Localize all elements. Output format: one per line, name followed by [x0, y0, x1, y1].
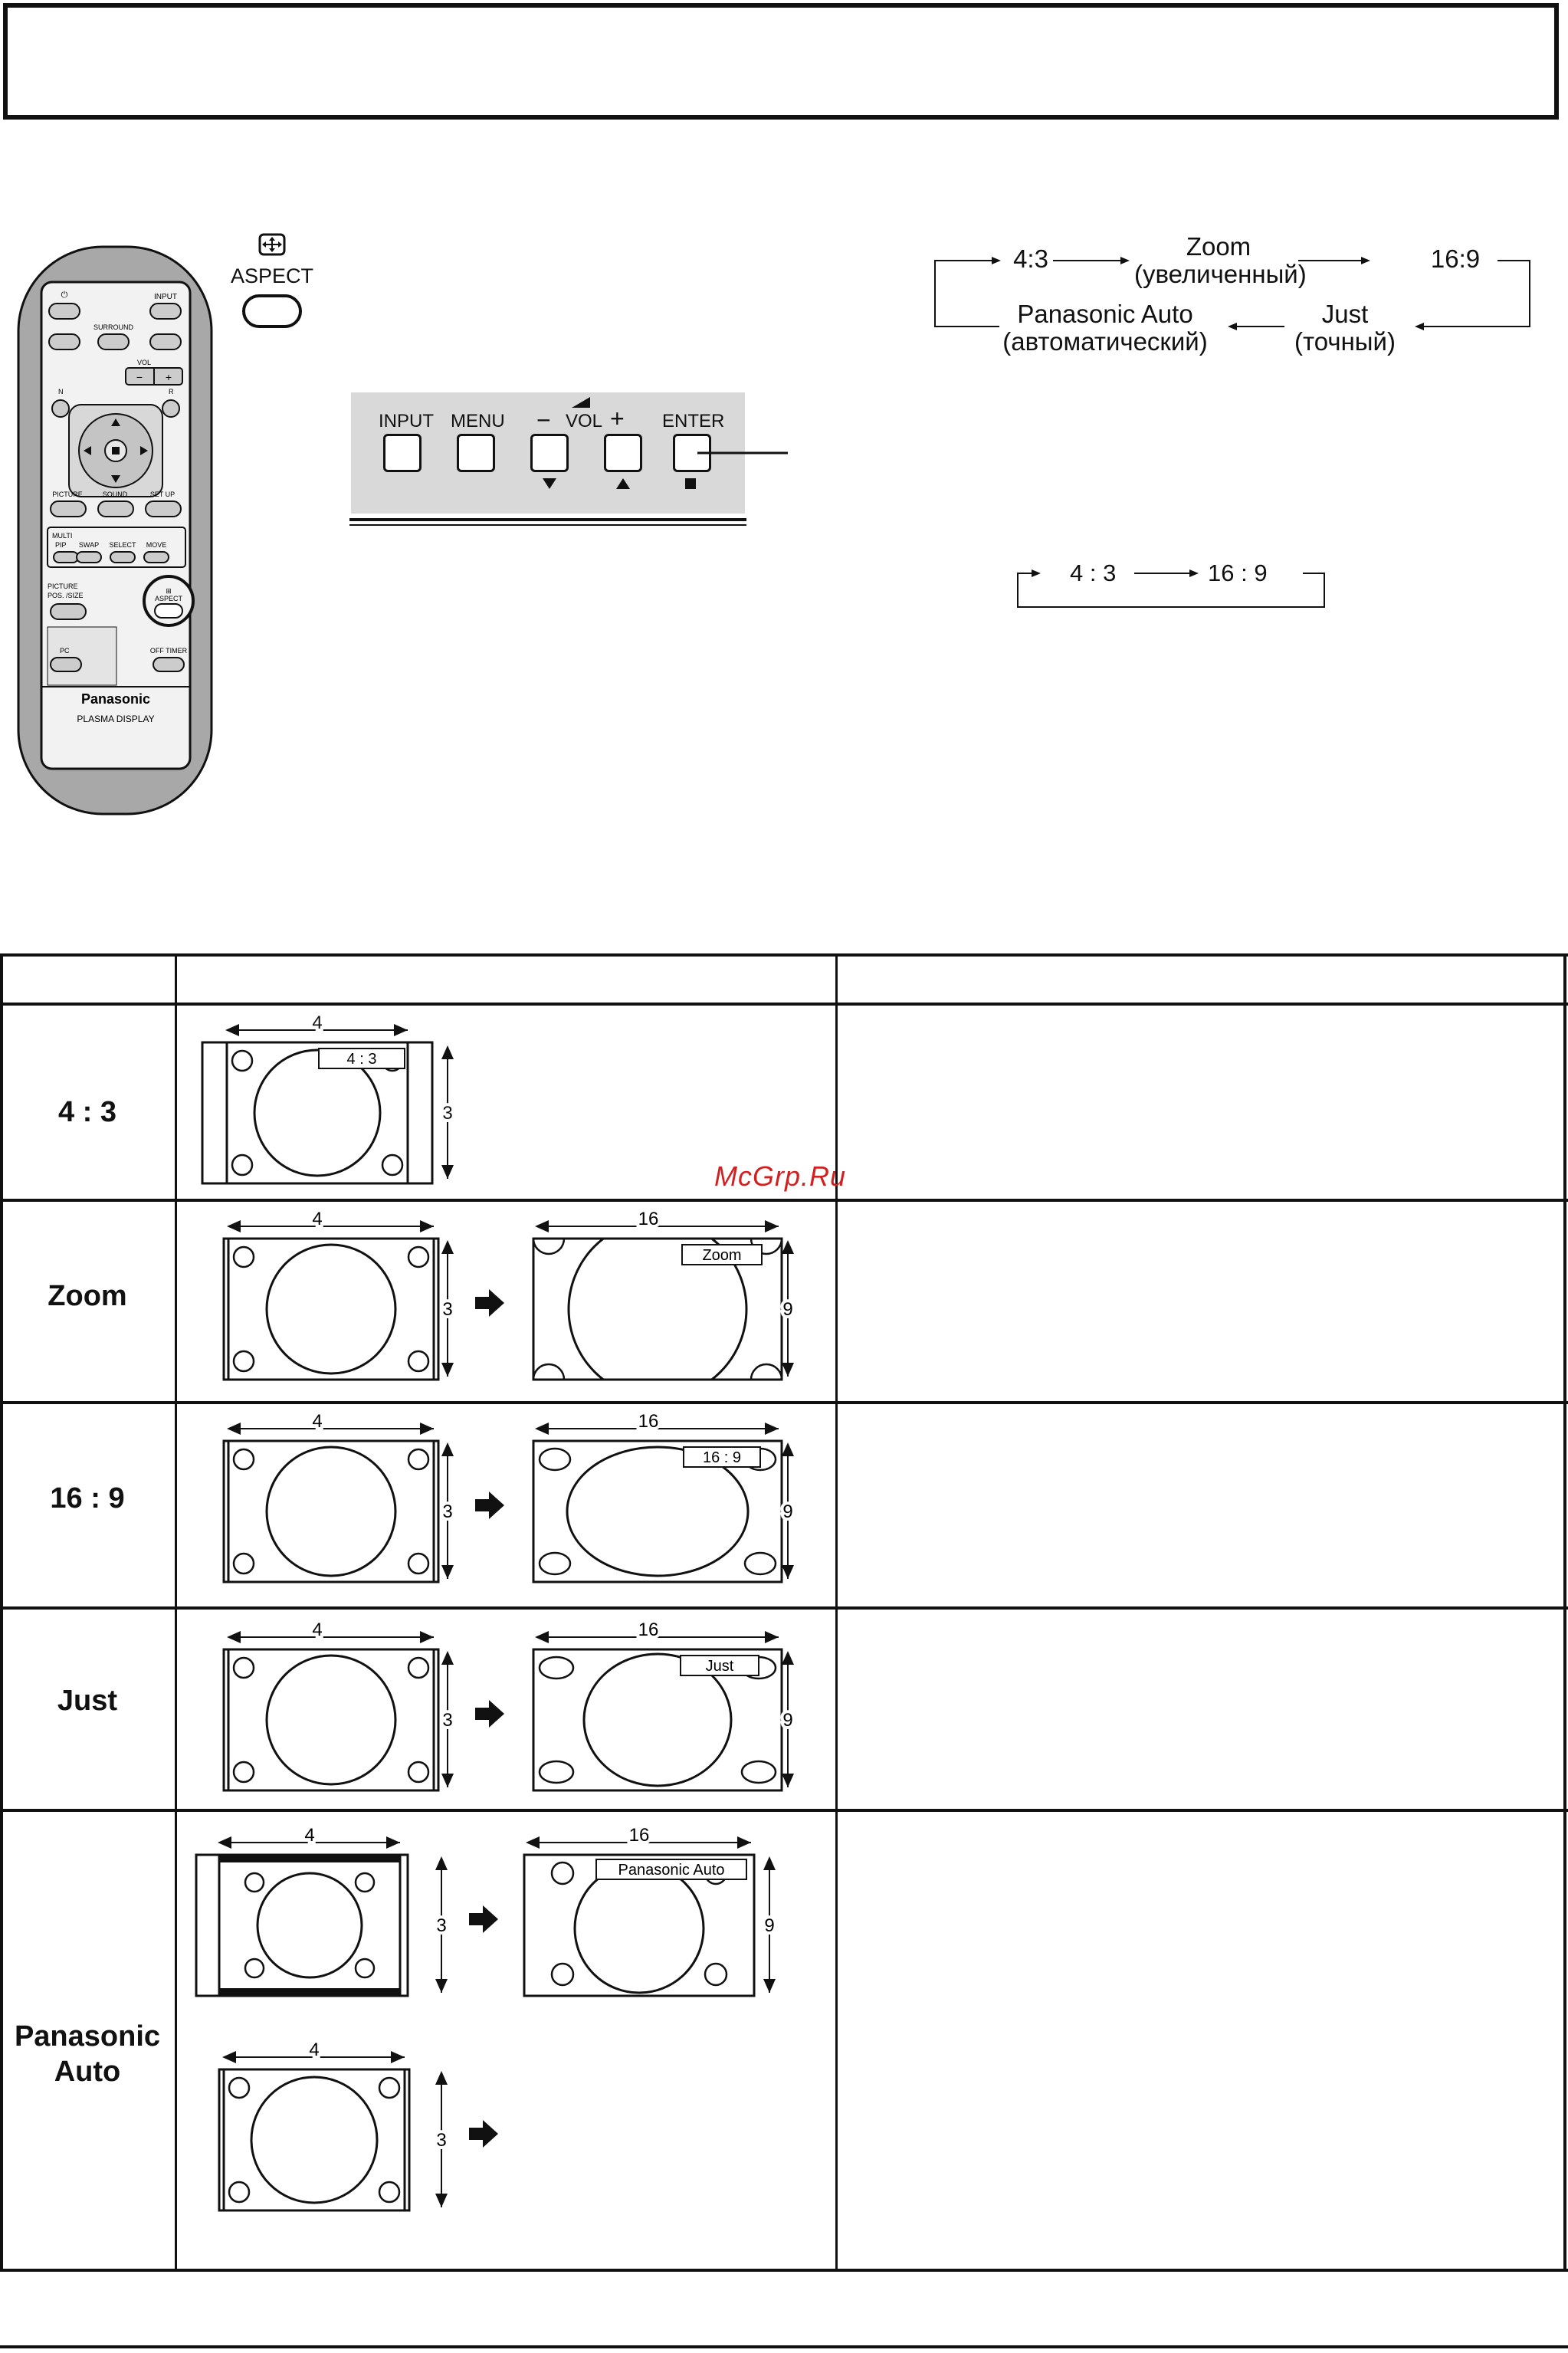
flow-panasonic-auto-ru: (автоматический) — [1002, 327, 1208, 356]
svg-text:Just: Just — [705, 1658, 734, 1675]
svg-text:PICTURE: PICTURE — [48, 583, 78, 590]
table-header-border — [0, 1003, 1568, 1006]
watermark: McGrp.Ru — [714, 1160, 847, 1192]
svg-text:9: 9 — [782, 1501, 793, 1522]
flow-zoom — [1134, 232, 1307, 288]
panel-edge-line — [349, 524, 746, 526]
panel-vol-up-button[interactable] — [604, 434, 642, 472]
remote-swap-label: SWAP — [78, 541, 100, 549]
svg-text:+: + — [165, 371, 172, 383]
screen-zoom-source — [224, 1209, 504, 1380]
screen-43-normal — [202, 1012, 453, 1183]
remote-vol-label: VOL — [136, 359, 152, 366]
pc-flow-169: 16 : 9 — [1208, 560, 1268, 586]
screen-169-result — [533, 1411, 793, 1582]
svg-text:4: 4 — [304, 1825, 315, 1846]
screen-just-source — [224, 1620, 504, 1790]
screen-just-result — [533, 1620, 793, 1790]
screen-auto-result — [524, 1825, 775, 1996]
aspect-mode-illustrations — [184, 1012, 828, 2261]
flow-panasonic-auto — [982, 300, 1228, 356]
svg-text:16: 16 — [638, 1209, 659, 1229]
remote-model: PLASMA DISPLAY — [77, 714, 155, 724]
svg-text:16: 16 — [638, 1620, 659, 1640]
screen-auto-source-letterbox — [196, 1825, 498, 1996]
panel-edge-line — [349, 518, 746, 521]
panel-vol-plus-label: + — [610, 405, 625, 432]
panel-menu-button[interactable] — [457, 434, 495, 472]
panel-input-label: INPUT — [379, 411, 434, 432]
row-label-zoom: Zoom — [48, 1280, 127, 1312]
svg-text:3: 3 — [442, 1501, 453, 1522]
svg-text:3: 3 — [442, 1299, 453, 1320]
panel-button-symbols — [536, 475, 736, 506]
aspect-key-button[interactable] — [242, 294, 302, 328]
svg-text:Zoom: Zoom — [702, 1247, 742, 1264]
page-header-box — [3, 3, 1559, 120]
svg-text:3: 3 — [442, 1103, 453, 1124]
svg-text:R: R — [169, 388, 174, 395]
panel-menu-label: MENU — [451, 411, 505, 432]
svg-text:3: 3 — [442, 1710, 453, 1731]
panel-vol-down-button[interactable] — [530, 434, 569, 472]
stop-square-icon — [685, 478, 696, 489]
remote-pc-label: PC — [60, 647, 70, 655]
panel-vol-label: VOL — [566, 411, 603, 432]
right-arrow-icon — [475, 1289, 504, 1317]
flow-just-label: Just — [1321, 300, 1369, 328]
svg-text:⊞: ⊞ — [166, 587, 172, 595]
remote-move-label: MOVE — [146, 541, 167, 549]
table-col-border — [835, 953, 838, 2272]
aspect-key[interactable] — [230, 233, 314, 328]
flow-zoom-ru: (увеличенный) — [1134, 260, 1307, 288]
svg-text:N: N — [58, 388, 64, 395]
svg-text:16: 16 — [638, 1411, 659, 1432]
remote-sound-label: SOUND — [102, 491, 128, 498]
aspect-icon — [257, 233, 287, 258]
svg-text:4: 4 — [309, 2040, 320, 2060]
remote-surround-label: SURROUND — [93, 323, 134, 331]
svg-text:−: − — [136, 371, 143, 383]
remote-brand: Panasonic — [80, 691, 151, 707]
screen-169-source — [224, 1411, 504, 1582]
screen-auto-source-43 — [219, 2040, 498, 2210]
panel-input-button[interactable] — [383, 434, 422, 472]
svg-text:4: 4 — [312, 1209, 323, 1229]
remote-select-label: SELECT — [109, 541, 136, 549]
remote-control-illustration — [15, 244, 215, 819]
table-bottom-border — [0, 2269, 1568, 2272]
svg-text:⏻: ⏻ — [61, 290, 68, 300]
svg-text:9: 9 — [782, 1299, 793, 1320]
row-label-43: 4 : 3 — [57, 1096, 117, 1128]
page-footer-line — [0, 2345, 1568, 2348]
remote-setup-label: SET UP — [149, 491, 175, 498]
svg-text:3: 3 — [436, 2130, 447, 2151]
svg-text:Panasonic Auto: Panasonic Auto — [618, 1862, 725, 1879]
right-arrow-icon — [469, 1905, 498, 1933]
remote-picture-label: PICTURE — [52, 491, 83, 498]
row-label-just: Just — [57, 1685, 118, 1717]
pc-flow-43: 4 : 3 — [1070, 560, 1117, 586]
row-label-169: 16 : 9 — [50, 1482, 125, 1515]
flow-43: 4:3 — [1013, 244, 1048, 273]
svg-text:16: 16 — [628, 1825, 650, 1846]
remote-input-label: INPUT — [154, 293, 177, 301]
svg-text:9: 9 — [764, 1915, 775, 1936]
screen-zoom-result — [533, 1209, 793, 1398]
flow-zoom-label: Zoom — [1186, 232, 1251, 261]
right-arrow-icon — [475, 1700, 504, 1728]
svg-text:4: 4 — [312, 1620, 323, 1640]
pc-aspect-cycle-diagram — [1012, 556, 1333, 610]
svg-text:3: 3 — [436, 1915, 447, 1936]
down-triangle-icon — [543, 478, 556, 489]
flow-169: 16:9 — [1430, 244, 1481, 273]
svg-text:MULTI: MULTI — [52, 532, 73, 540]
table-col-border — [175, 953, 177, 2272]
svg-text:4 : 3: 4 : 3 — [346, 1051, 377, 1068]
table-right-border — [1563, 953, 1566, 2272]
flow-just-ru: (точный) — [1294, 327, 1396, 356]
svg-text:4: 4 — [312, 1411, 323, 1432]
svg-text:PIP: PIP — [55, 541, 67, 549]
enter-pointer-line — [697, 449, 789, 457]
flow-panasonic-auto-label: Panasonic Auto — [1017, 300, 1193, 328]
svg-text:POS. /SIZE: POS. /SIZE — [48, 592, 84, 599]
right-arrow-icon — [469, 2120, 498, 2148]
flow-just — [1280, 300, 1410, 356]
up-triangle-icon — [616, 478, 630, 489]
svg-text:16 : 9: 16 : 9 — [702, 1449, 742, 1466]
remote-off-timer-label: OFF TIMER — [149, 647, 188, 655]
panel-vol-minus-label: − — [536, 406, 551, 434]
svg-text:9: 9 — [782, 1710, 793, 1731]
panel-enter-label: ENTER — [662, 411, 725, 432]
row-label-panasonic-auto: Panasonic Auto — [14, 2020, 161, 2088]
aspect-key-label: ASPECT — [230, 264, 314, 287]
table-top-border — [0, 953, 1568, 957]
volume-icon — [570, 395, 592, 409]
svg-text:4: 4 — [312, 1012, 323, 1033]
right-arrow-icon — [475, 1492, 504, 1519]
remote-aspect-label: ASPECT — [154, 595, 183, 602]
